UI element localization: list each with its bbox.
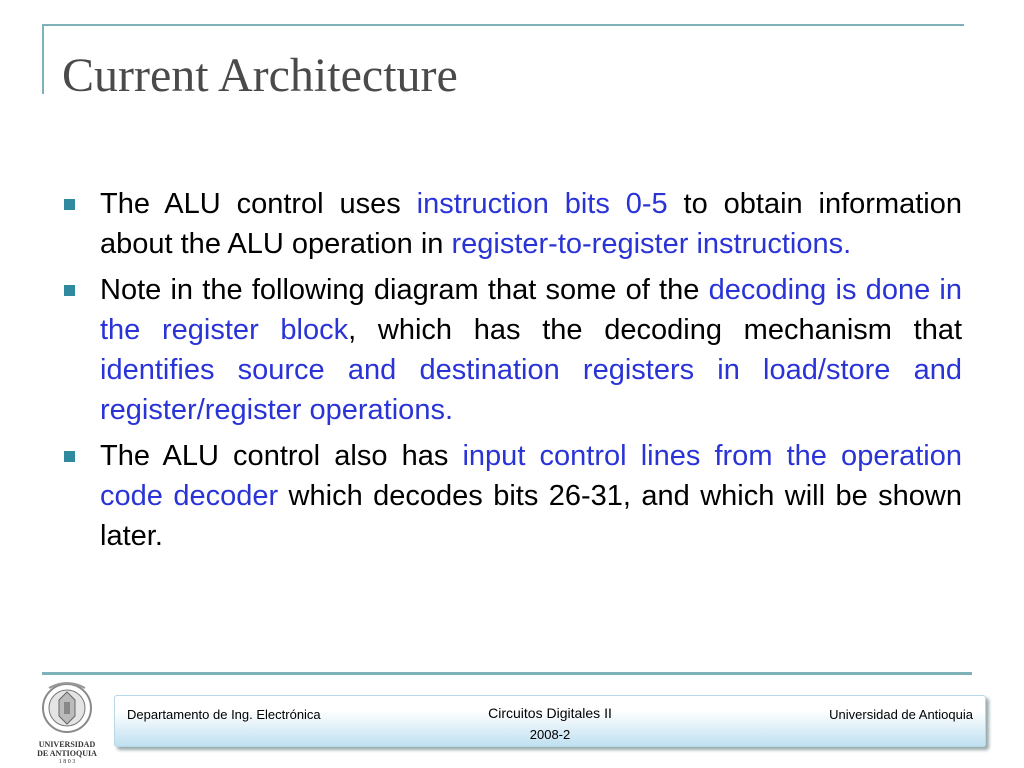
- highlighted-text: decoding is done in the register block: [100, 274, 962, 346]
- bullet-item-1: [60, 184, 962, 264]
- logo-caption: UNIVERSIDAD DE ANTIOQUIA 1 8 0 3: [37, 740, 97, 765]
- highlighted-text: input control lines from the operation code decoder: [100, 440, 962, 512]
- university-seal-icon: [35, 680, 99, 734]
- bullet-item-2: [60, 270, 962, 430]
- footer-term: 2008-2: [529, 727, 571, 742]
- bullet-square-icon: [64, 285, 75, 296]
- footer-divider: [42, 672, 972, 675]
- bullet-text: The ALU control uses instruction bits 0-5 to obtain information about the ALU operation in register-to-register instructions.: [100, 188, 962, 260]
- highlighted-text: register-to-register instructions.: [451, 228, 852, 260]
- university-logo: [35, 680, 99, 765]
- bullet-item-3: [60, 436, 962, 556]
- highlighted-text: instruction bits 0-5: [416, 188, 668, 220]
- bullet-text: Note in the following diagram that some of the decoding is done in the register block, which has the decoding mechanism that identifies source and destination registers in load/store and register/register operations.: [100, 274, 963, 426]
- bullet-text: The ALU control also has input control lines from the operation code decoder which decodes bits 26-31, and which will be shown later.: [100, 440, 962, 552]
- footer: [114, 695, 986, 747]
- bullet-square-icon: [64, 199, 75, 210]
- highlighted-text: identifies source and destination registers in load/store and register/register operations.: [100, 354, 962, 426]
- bullet-square-icon: [64, 451, 75, 462]
- footer-department: Departamento de Ing. Electrónica: [127, 707, 321, 722]
- footer-university: Universidad de Antioquia: [829, 707, 973, 722]
- title-frame-top: [42, 24, 964, 26]
- slide-content: [60, 184, 962, 562]
- title-frame-vertical: [42, 24, 44, 94]
- footer-course: Circuitos Digitales II: [488, 705, 612, 721]
- slide-title: Current Architecture: [62, 49, 458, 102]
